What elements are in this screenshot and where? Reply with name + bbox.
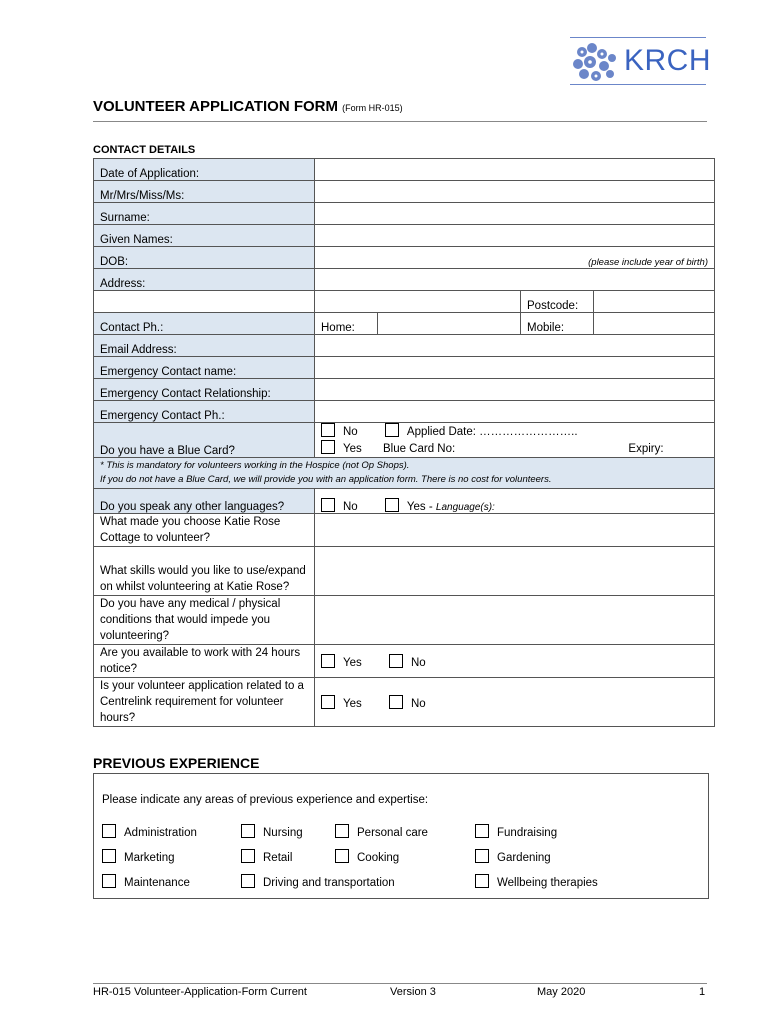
experience-option[interactable]: [241, 874, 395, 889]
table-row: [94, 247, 715, 269]
page-title: [93, 98, 403, 115]
centrelink-yes-label: Yes: [343, 697, 362, 710]
dob-note: (please include year of birth): [588, 257, 708, 268]
applied-date-checkbox[interactable]: [385, 423, 399, 437]
blue-card-label: Do you have a Blue Card?: [94, 423, 315, 458]
experience-checkbox[interactable]: [241, 874, 255, 888]
address-field[interactable]: [315, 269, 715, 291]
medical-question: Do you have any medical / physical conditions that would impede you volunteering?: [94, 596, 315, 645]
mobile-label: Mobile:: [521, 313, 594, 335]
blue-card-note-line-2: If you do not have a Blue Card, we will provide you with an application form. There is no cost for volunteers.: [100, 474, 552, 485]
skills-question: What skills would you like to use/expand on whilst volunteering at Katie Rose?: [94, 547, 315, 596]
email-field[interactable]: [315, 335, 715, 357]
centrelink-no-checkbox[interactable]: [389, 695, 403, 709]
emergency-ph-field[interactable]: [315, 401, 715, 423]
email-label: Email Address:: [94, 335, 315, 357]
experience-option[interactable]: [241, 824, 303, 839]
logo-rule-bottom: [570, 84, 706, 85]
date-of-application-label: Date of Application:: [94, 159, 315, 181]
skills-answer-field[interactable]: [315, 547, 715, 596]
contact-ph-label: Contact Ph.:: [94, 313, 315, 335]
languages-field-label: Language(s):: [435, 502, 495, 513]
table-row: [94, 313, 715, 335]
centrelink-yes-checkbox[interactable]: [321, 695, 335, 709]
languages-no-label: No: [343, 501, 358, 513]
medical-answer-field[interactable]: [315, 596, 715, 645]
table-row: [94, 458, 715, 489]
experience-option-label: Marketing: [124, 852, 175, 864]
logo-text: KRCH: [624, 44, 712, 77]
availability-no-label: No: [410, 656, 426, 669]
title-text: VOLUNTEER APPLICATION FORM: [93, 98, 338, 115]
address-label-cont: [94, 291, 315, 313]
experience-checkbox[interactable]: [102, 874, 116, 888]
blue-card-no-field-label: Blue Card No:: [382, 443, 456, 455]
experience-option-label: Fundraising: [497, 827, 558, 839]
table-row: [94, 547, 715, 596]
postcode-label: Postcode:: [521, 291, 594, 313]
experience-checkbox[interactable]: [241, 849, 255, 863]
dob-field[interactable]: [315, 247, 715, 269]
emergency-relationship-field[interactable]: [315, 379, 715, 401]
experience-option[interactable]: [475, 824, 557, 839]
mobile-phone-field[interactable]: [594, 313, 715, 335]
experience-option-label: Gardening: [497, 852, 551, 864]
table-row: [94, 379, 715, 401]
table-row: [94, 291, 715, 313]
footer-divider: [93, 983, 707, 984]
surname-field[interactable]: [315, 203, 715, 225]
table-row: [94, 489, 715, 514]
experience-option-label: Driving and transportation: [263, 877, 395, 889]
footer-date: May 2020: [537, 986, 586, 998]
home-phone-field[interactable]: [378, 313, 521, 335]
footer-version: Version 3: [390, 986, 436, 998]
previous-experience-box: [93, 773, 709, 899]
table-row: [94, 203, 715, 225]
given-names-label: Given Names:: [94, 225, 315, 247]
experience-checkbox[interactable]: [475, 849, 489, 863]
experience-checkbox[interactable]: [102, 849, 116, 863]
home-label: Home:: [315, 313, 378, 335]
contact-details-table: [93, 158, 715, 727]
contact-details-heading: CONTACT DETAILS: [93, 144, 196, 156]
experience-option[interactable]: [102, 874, 190, 889]
blue-card-options: [315, 423, 715, 458]
experience-option[interactable]: [475, 874, 598, 889]
table-row: [94, 181, 715, 203]
form-code: (Form HR-015): [342, 103, 403, 113]
experience-checkbox[interactable]: [335, 849, 349, 863]
experience-option[interactable]: [475, 849, 551, 864]
availability-question: Are you available to work with 24 hours notice?: [94, 645, 315, 678]
table-row: [94, 514, 715, 547]
languages-no-checkbox[interactable]: [321, 498, 335, 512]
experience-checkbox[interactable]: [335, 824, 349, 838]
title-divider: [93, 121, 707, 122]
table-row: [94, 269, 715, 291]
table-row: [94, 335, 715, 357]
availability-options: [315, 645, 715, 678]
blue-card-note-line-1: * This is mandatory for volunteers working in the Hospice (not Op Shops).: [100, 460, 410, 471]
languages-yes-label: Yes -: [406, 501, 436, 513]
availability-yes-checkbox[interactable]: [321, 654, 335, 668]
salutation-label: Mr/Mrs/Miss/Ms:: [94, 181, 315, 203]
choose-answer-field[interactable]: [315, 514, 715, 547]
experience-checkbox[interactable]: [475, 874, 489, 888]
postcode-field[interactable]: [594, 291, 715, 313]
centrelink-options: [315, 678, 715, 727]
address-field-line-2[interactable]: [315, 291, 521, 313]
blue-card-yes-checkbox[interactable]: [321, 440, 335, 454]
experience-option-label: Maintenance: [124, 877, 190, 889]
salutation-field[interactable]: [315, 181, 715, 203]
blue-card-note: [94, 458, 715, 489]
emergency-ph-label: Emergency Contact Ph.:: [94, 401, 315, 423]
experience-option[interactable]: [335, 849, 399, 864]
languages-label: Do you speak any other languages?: [94, 489, 315, 514]
experience-option[interactable]: [241, 849, 292, 864]
emergency-relationship-label: Emergency Contact Relationship:: [94, 379, 315, 401]
centrelink-no-label: No: [410, 697, 426, 710]
table-row: [94, 678, 715, 727]
choose-question: What made you choose Katie Rose Cottage to volunteer?: [94, 514, 315, 547]
table-row: [94, 357, 715, 379]
experience-option-label: Administration: [124, 827, 197, 839]
dob-label: DOB:: [94, 247, 315, 269]
given-names-field[interactable]: [315, 225, 715, 247]
expiry-label: Expiry:: [628, 443, 664, 455]
applied-date-label: Applied Date: ……………………..: [406, 426, 578, 438]
blue-card-no-label: No: [343, 426, 358, 438]
availability-no-checkbox[interactable]: [389, 654, 403, 668]
experience-option-label: Wellbeing therapies: [497, 877, 598, 889]
languages-options: [315, 489, 715, 514]
experience-option[interactable]: [335, 824, 428, 839]
previous-experience-heading: PREVIOUS EXPERIENCE: [93, 755, 260, 771]
experience-option-label: Retail: [263, 852, 293, 864]
footer-doc-name: HR-015 Volunteer-Application-Form Current: [93, 986, 307, 998]
blue-card-no-checkbox[interactable]: [321, 423, 335, 437]
centrelink-question: Is your volunteer application related to a Centrelink requirement for volunteer hours?: [94, 678, 315, 727]
address-label: Address:: [94, 269, 315, 291]
experience-checkbox[interactable]: [241, 824, 255, 838]
table-row: [94, 596, 715, 645]
experience-checkbox[interactable]: [102, 824, 116, 838]
experience-option[interactable]: [102, 824, 197, 839]
experience-intro: Please indicate any areas of previous experience and expertise:: [102, 794, 429, 806]
blue-card-yes-label: Yes: [343, 443, 362, 455]
emergency-name-label: Emergency Contact name:: [94, 357, 315, 379]
experience-checkbox[interactable]: [475, 824, 489, 838]
emergency-name-field[interactable]: [315, 357, 715, 379]
table-row: [94, 423, 715, 458]
footer-page-number: 1: [699, 986, 706, 998]
surname-label: Surname:: [94, 203, 315, 225]
table-row: [94, 225, 715, 247]
experience-option-label: Personal care: [357, 827, 428, 839]
experience-option-label: Cooking: [357, 852, 400, 864]
table-row: [94, 159, 715, 181]
table-row: [94, 645, 715, 678]
date-of-application-field[interactable]: [315, 159, 715, 181]
experience-option[interactable]: [102, 849, 175, 864]
table-row: [94, 401, 715, 423]
languages-yes-checkbox[interactable]: [385, 498, 399, 512]
availability-yes-label: Yes: [343, 656, 362, 669]
experience-option-label: Nursing: [263, 827, 303, 839]
